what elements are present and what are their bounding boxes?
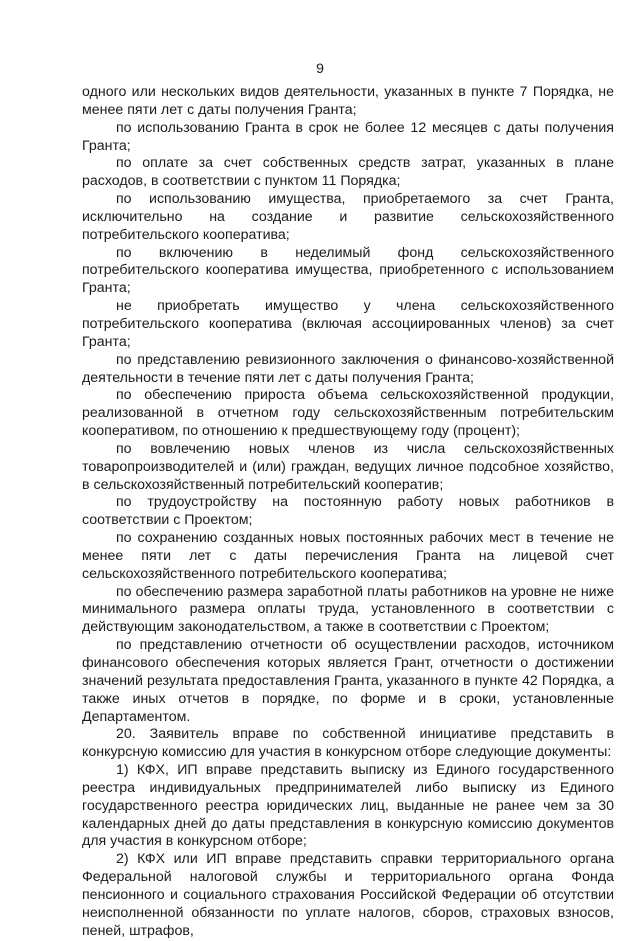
paragraph: по включению в неделимый фонд сельскохозяйственного потребительского кооператива имущества, приобретенного с использованием Гранта; — [82, 244, 614, 297]
paragraph: по представлению отчетности об осуществлении расходов, источником финансового обеспечения которых является Грант, отчетности о достижении значений результата предоставления Гранта, указанного в пункте 42 Порядка, а также иных отчетов в порядке, по форме и в сроки, установленные Департаментом. — [82, 637, 614, 725]
paragraph: по обеспечению прироста объема сельскохозяйственной продукции, реализованной в отчетном году сельскохозяйственным потребительским кооперативом, по отношению к предшествующему году (процент); — [82, 387, 614, 440]
paragraph: 1) КФХ, ИП вправе представить выписку из Единого государственного реестра индивидуальных предпринимателей либо выписку из Единого государственного реестра юридических лиц, выданные не ранее чем за 30 календарных дней до даты представления в конкурсную комиссию документов для участия в конкурсном отборе; — [82, 762, 614, 850]
paragraph: по представлению ревизионного заключения о финансово-хозяйственной деятельности в течение пяти лет с даты получения Гранта; — [82, 351, 614, 386]
paragraph: по использованию Гранта в срок не более 12 месяцев с даты получения Гранта; — [82, 119, 614, 154]
paragraph: по трудоустройству на постоянную работу новых работников в соответствии с Проектом; — [82, 494, 614, 529]
paragraph: по вовлечению новых членов из числа сельскохозяйственных товаропроизводителей и (или) граждан, ведущих личное подсобное хозяйство, в сельскохозяйственный потребительский кооператив; — [82, 440, 614, 493]
paragraph: 2) КФХ или ИП вправе представить справки территориального органа Федеральной налоговой службы и территориального органа Фонда пенсионного и социального страхования Российской Федерации об отсутствии неисполненной обязанности по уплате налогов, сборов, страховых взносов, пеней, штрафов, — [82, 851, 614, 939]
document-body — [82, 84, 614, 941]
paragraph: по использованию имущества, приобретаемого за счет Гранта, исключительно на создание и развитие сельскохозяйственного потребительского кооператива; — [82, 191, 614, 243]
paragraph: не приобретать имущество у члена сельскохозяйственного потребительского кооператива (включая ассоциированных членов) за счет Гранта; — [82, 298, 614, 350]
paragraph: по оплате за счет собственных средств затрат, указанных в плане расходов, в соответствии с пунктом 11 Порядка; — [82, 155, 614, 190]
paragraph: 20. Заявитель вправе по собственной инициативе представить в конкурсную комиссию для участия в конкурсном отборе следующие документы: — [82, 726, 614, 761]
paragraph: по обеспечению размера заработной платы работников на уровне не ниже минимального размера оплаты труда, установленного в соответствии с действующим законодательством, а также в соответствии с Проектом; — [82, 583, 614, 636]
paragraph: одного или нескольких видов деятельности, указанных в пункте 7 Порядка, не менее пяти лет с даты получения Гранта; — [82, 84, 614, 118]
page-number: 9 — [316, 60, 324, 76]
paragraph: по сохранению созданных новых постоянных рабочих мест в течение не менее пяти лет с даты перечисления Гранта на лицевой счет сельскохозяйственного потребительского кооператива; — [82, 530, 614, 582]
